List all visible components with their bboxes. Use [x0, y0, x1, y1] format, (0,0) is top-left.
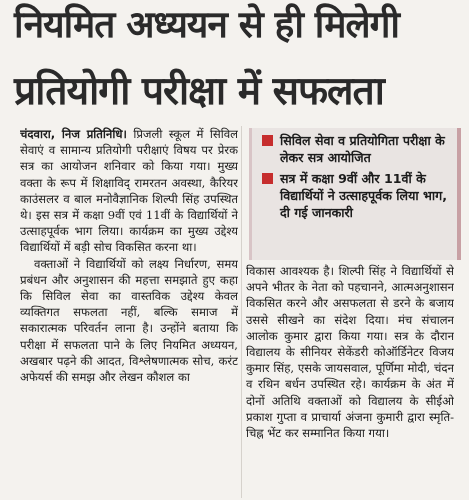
article-paragraph: वक्ताओं ने विद्यार्थियों को लक्ष्य निर्धारण, समय प्रबंधन और अनुशासन की महत्ता समझाते हुए कहा कि सिविल सेवा का वास्तविक उद्देश्य केवल व्यक्तिगत सफलता नहीं, बल्कि समाज में सकारात्मक परिवर्तन लाना है। उन्होंने बताया कि परीक्षा में सफलता पाने के लिए नियमित अध्ययन, अखबार पढ़ने की आदत, विश्लेषणात्मक सोच, करंट अफेयर्स की समझ और लेखन कौशल का [20, 256, 238, 385]
headline-line-2: प्रतियोगी परीक्षा में सफलता [14, 69, 384, 114]
highlight-item [262, 170, 451, 221]
article-text: प्रिजली स्कूल में सिविल सेवाएं व सामान्य प्रतियोगी परीक्षाएं विषय पर प्रेरक सत्र का आयोजन शनिवार को किया गया। मुख्य वक्ता के रूप में शिक्षाविद् रामरतन अवस्था, कैरियर काउंसलर व बाल मनोवैज्ञानिक शिल्पी सिंह उपस्थित थे। इस सत्र में कक्षा 9वीं एवं 11वीं के विद्यार्थियों ने उत्साहपूर्वक भाग लिया। कार्यक्रम का मुख्य उद्देश्य विद्यार्थियों में बड़ी सोच विकसित करना था। [20, 127, 238, 255]
dateline: चंदवारा, निज प्रतिनिधि। [20, 127, 127, 141]
highlight-text: सत्र में कक्षा 9वीं और 11वीं के विद्यार्थियों ने उत्साहपूर्वक लिया भाग, दी गई जानकारी [280, 171, 448, 220]
article-paragraph: विकास आवश्यक है। शिल्पी सिंह ने विद्यार्थियों से अपने भीतर के नेता को पहचानने, आत्मअनुशासन विकसित करने और असफलता से डरने के बजाय उससे सीखने का संदेश दिया। मंच संचालन आलोक कुमार द्वारा किया गया। सत्र के दौरान विद्यालय के सीनियर सेकेंडरी कोऑर्डिनेटर विजय कुमार सिंह, एसके जायसवाल, पूर्णिमा मोदी, चंदन व रथिन बर्धन उपस्थित रहे। कार्यक्रम के अंत में दोनों अतिथि वक्ताओं को विद्यालय के सीईओ प्रकाश गुप्ता व प्राचार्या अंजना कुमारी द्वारा स्मृति-चिह्न भेंट कर सम्मानित किया गया। [246, 264, 454, 441]
square-bullet-icon [262, 173, 273, 184]
article-column-right [246, 263, 454, 498]
highlight-text: सिविल सेवा व प्रतियोगिता परीक्षा के लेकर सत्र आयोजित [280, 133, 445, 165]
column-divider [241, 126, 242, 498]
highlight-item [262, 132, 451, 166]
highlights-box [249, 128, 461, 260]
headline-line-1: नियमित अध्ययन से ही मिलेगी [14, 3, 399, 46]
square-bullet-icon [262, 135, 273, 146]
article-paragraph [20, 126, 238, 256]
article-column-left [20, 126, 238, 498]
